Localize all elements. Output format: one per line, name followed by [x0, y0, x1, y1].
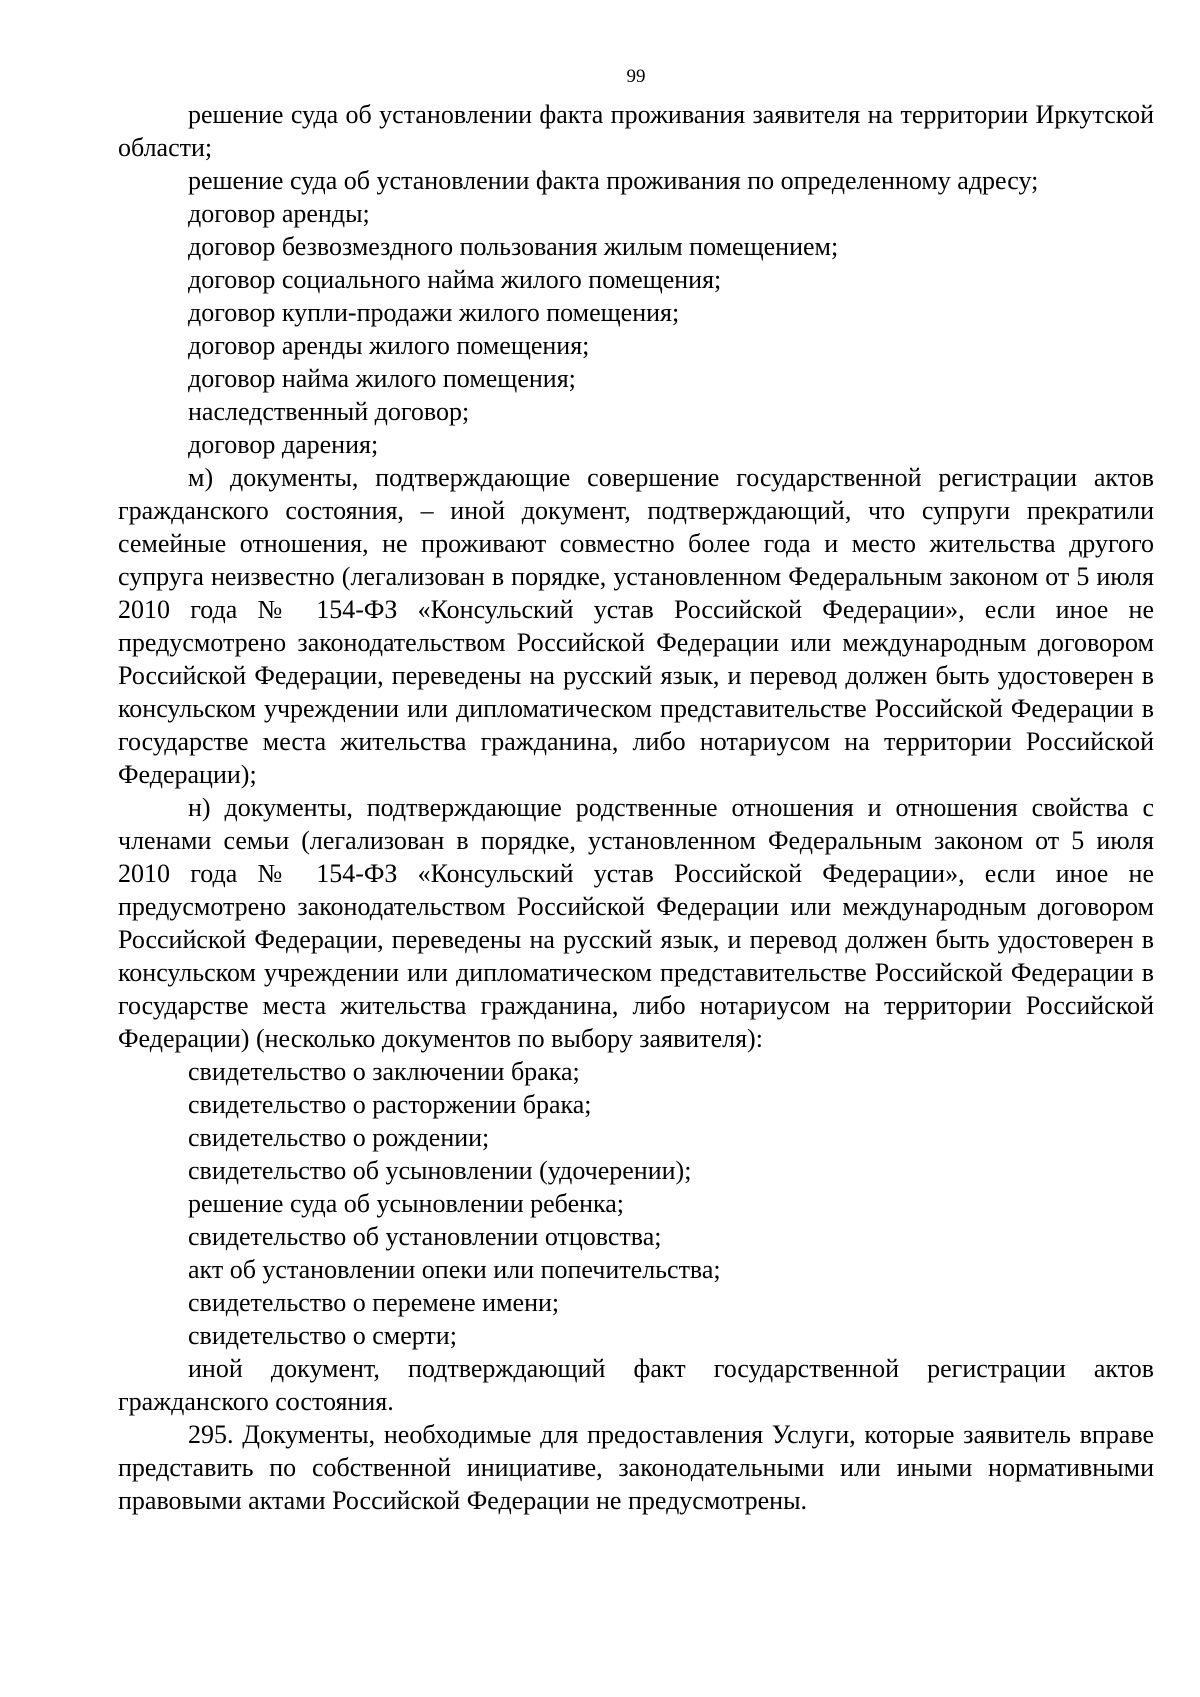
paragraph: н) документы, подтверждающие родственные отношения и отношения свойства с членами семьи (легализован в порядке, установленном Федеральным законом от 5 июля 2010 года № 154-ФЗ «Консульский устав Российской Федерации», если иное не предусмотрено законодательством Российской Федерации или международным договором Российской Федерации, переведены на русский язык, и перевод должен быть удостоверен в консульском учреждении или дипломатическом представительстве Российской Федерации в государстве места жительства гражданина, либо нотариусом на территории Российской Федерации) (несколько документов по выбору заявителя):: [118, 793, 1154, 1053]
list-item: договор социального найма жилого помещения;: [188, 265, 722, 294]
list-item: договор безвозмездного пользования жилым помещением;: [188, 232, 839, 261]
list-item: договор найма жилого помещения;: [188, 364, 576, 393]
list-item: свидетельство об усыновлении (удочерении);: [188, 1156, 692, 1185]
paragraph: решение суда об установлении факта проживания заявителя на территории Иркутской области;: [118, 100, 1154, 162]
document-body: [118, 98, 1154, 1517]
list-item: свидетельство о смерти;: [188, 1321, 457, 1350]
paragraph: м) документы, подтверждающие совершение государственной регистрации актов гражданского состояния, – иной документ, подтверждающий, что супруги прекратили семейные отношения, не проживают совместно более года и место жительства другого супруга неизвестно (легализован в порядке, установленном Федеральным законом от 5 июля 2010 года № 154-ФЗ «Консульский устав Российской Федерации», если иное не предусмотрено законодательством Российской Федерации или международным договором Российской Федерации, переведены на русский язык, и перевод должен быть удостоверен в консульском учреждении или дипломатическом представительстве Российской Федерации в государстве места жительства гражданина, либо нотариусом на территории Российской Федерации);: [118, 463, 1154, 789]
list-item: решение суда об установлении факта проживания по определенному адресу;: [188, 166, 1039, 195]
list-item: свидетельство о заключении брака;: [188, 1057, 580, 1086]
list-item: свидетельство о перемене имени;: [188, 1288, 560, 1317]
list-item: свидетельство о расторжении брака;: [188, 1090, 592, 1119]
list-item: свидетельство о рождении;: [188, 1123, 490, 1152]
list-item: договор купли-продажи жилого помещения;: [188, 298, 680, 327]
paragraph: 295. Документы, необходимые для предоставления Услуги, которые заявитель вправе представить по собственной инициативе, законодательными или иными нормативными правовыми актами Российской Федерации не предусмотрены.: [118, 1420, 1154, 1515]
page-number: 99: [626, 66, 646, 87]
list-item: наследственный договор;: [188, 397, 470, 426]
list-item: свидетельство об установлении отцовства;: [188, 1222, 662, 1251]
list-item: решение суда об усыновлении ребенка;: [188, 1189, 625, 1218]
list-item: договор аренды жилого помещения;: [188, 331, 590, 360]
list-item: договор аренды;: [188, 199, 370, 228]
paragraph: иной документ, подтверждающий факт государственной регистрации актов гражданского состояния.: [118, 1354, 1154, 1416]
list-item: договор дарения;: [188, 430, 379, 459]
list-item: акт об установлении опеки или попечительства;: [188, 1255, 721, 1284]
